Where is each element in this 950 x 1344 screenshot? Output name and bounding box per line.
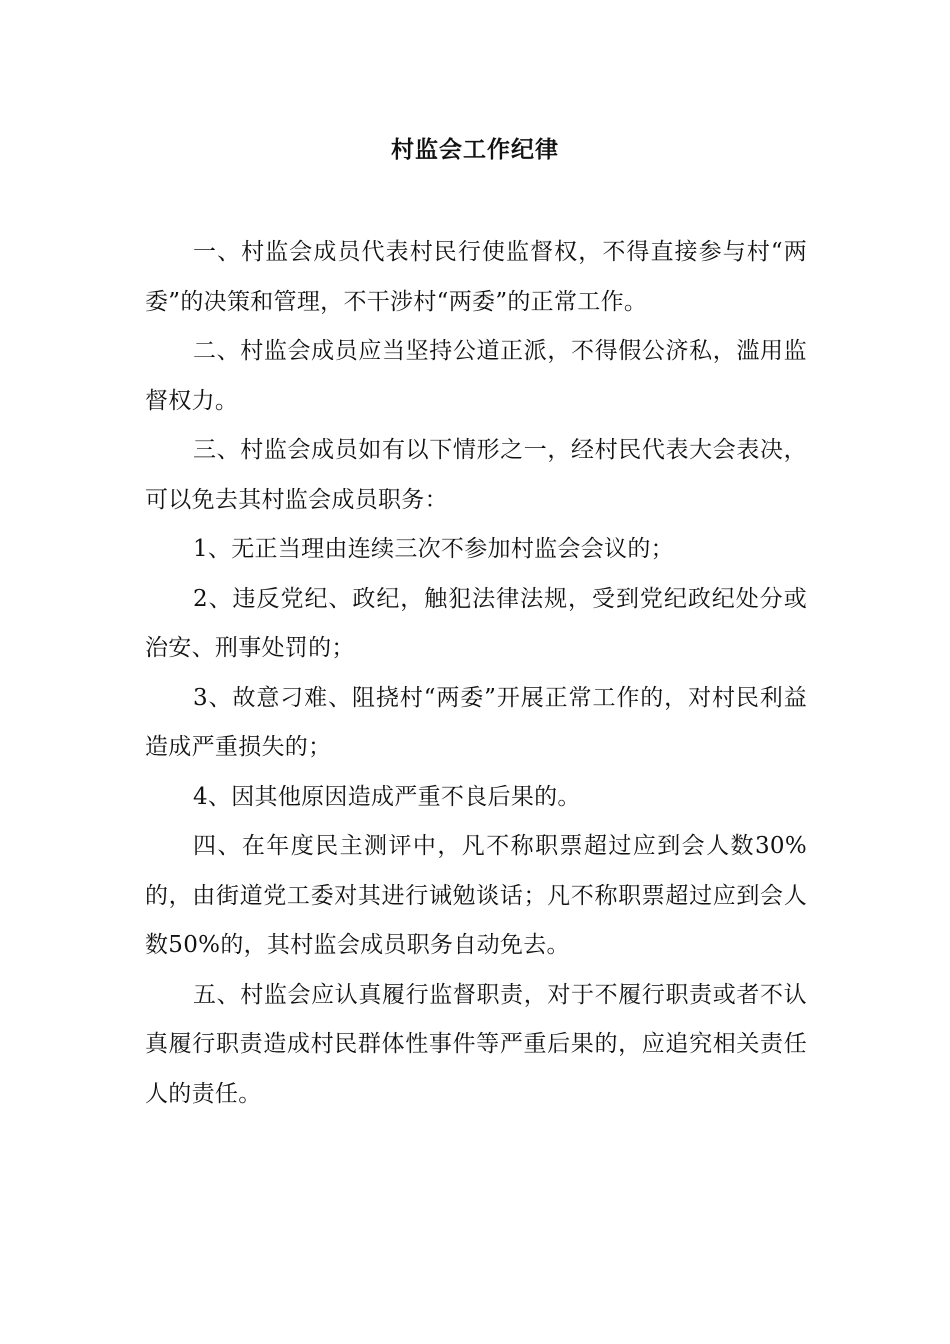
document-body [145,228,807,1119]
document-title: 村监会工作纪律 [391,136,559,163]
paragraph-1: 一、村监会成员代表村民行使监督权，不得直接参与村“两委”的决策和管理，不干涉村“两委”的正常工作。 [145,239,807,315]
paragraph-5: 五、村监会应认真履行监督职责，对于不履行职责或者不认真履行职责造成村民群体性事件等严重后果的，应追究相关责任人的责任。 [145,981,807,1107]
paragraph-item-4: 4、因其他原因造成严重不良后果的。 [193,783,581,810]
paragraph-3: 三、村监会成员如有以下情形之一，经村民代表大会表决，可以免去其村监会成员职务： [145,437,807,513]
paragraph-item-1: 1、无正当理由连续三次不参加村监会会议的； [193,536,674,562]
paragraph-item-3: 3、故意刁难、阻挠村“两委”开展正常工作的，对村民利益造成严重损失的； [145,684,807,760]
paragraph-item-2: 2、违反党纪、政纪，触犯法律法规，受到党纪政纪处分或治安、刑事处罚的； [145,585,807,661]
paragraph-4: 四、在年度民主测评中，凡不称职票超过应到会人数30%的，由街道党工委对其进行诫勉谈话；凡不称职票超过应到会人数50%的，其村监会成员职务自动免去。 [145,833,807,958]
paragraph-2: 二、村监会成员应当坚持公道正派，不得假公济私，滥用监督权力。 [145,338,807,414]
